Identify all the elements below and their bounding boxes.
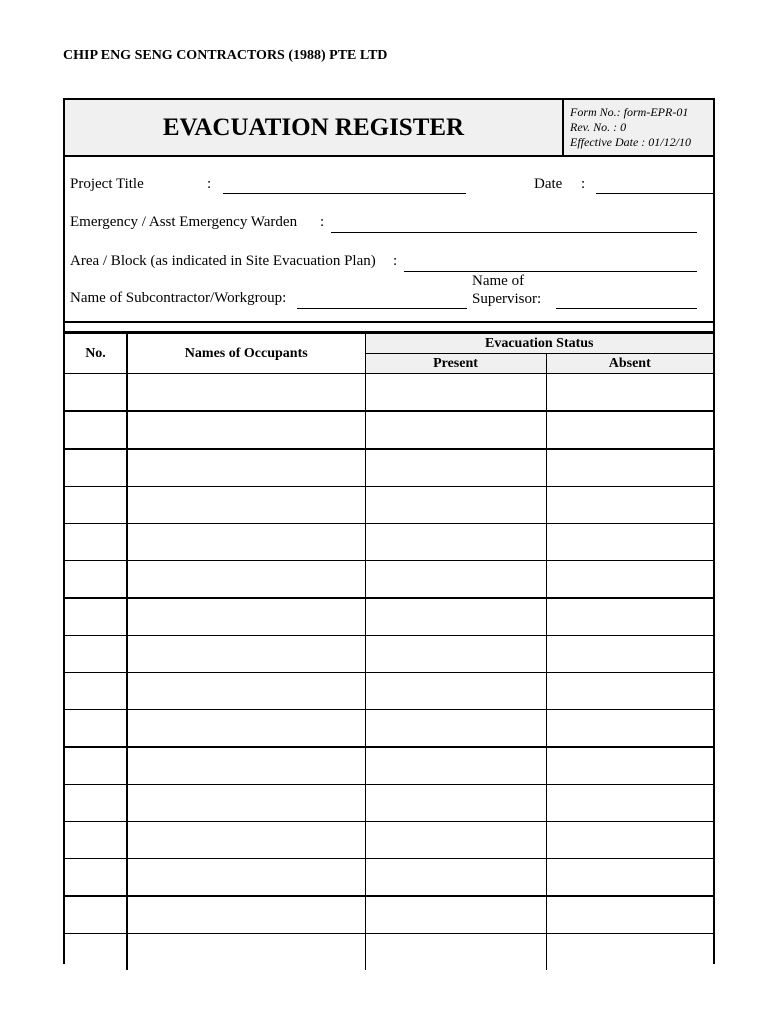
- area-block-label: Area / Block (as indicated in Site Evacuation Plan): [70, 253, 376, 269]
- absent-cell[interactable]: [546, 934, 713, 971]
- subcontractor-field[interactable]: [297, 308, 467, 309]
- table-row: [65, 822, 713, 859]
- project-title-colon: :: [207, 176, 212, 192]
- date-field[interactable]: [596, 193, 713, 194]
- row-no-cell[interactable]: [65, 411, 127, 449]
- table-row: [65, 785, 713, 822]
- occupant-name-cell[interactable]: [127, 449, 365, 487]
- project-title-field[interactable]: [223, 193, 466, 194]
- table-row: [65, 598, 713, 636]
- table-row: [65, 934, 713, 971]
- occupant-name-cell[interactable]: [127, 896, 365, 934]
- occupant-name-cell[interactable]: [127, 598, 365, 636]
- area-block-field[interactable]: [404, 271, 697, 272]
- absent-cell[interactable]: [546, 598, 713, 636]
- table-row: [65, 487, 713, 524]
- absent-cell[interactable]: [546, 785, 713, 822]
- row-no-cell[interactable]: [65, 636, 127, 673]
- occupant-name-cell[interactable]: [127, 822, 365, 859]
- occupant-name-cell[interactable]: [127, 785, 365, 822]
- effective-date: Effective Date : 01/12/10: [570, 135, 691, 149]
- row-no-cell[interactable]: [65, 561, 127, 599]
- present-cell[interactable]: [365, 598, 546, 636]
- occupant-name-cell[interactable]: [127, 411, 365, 449]
- absent-cell[interactable]: [546, 411, 713, 449]
- warden-colon: :: [320, 214, 325, 230]
- company-name: CHIP ENG SENG CONTRACTORS (1988) PTE LTD: [63, 48, 388, 63]
- present-cell[interactable]: [365, 449, 546, 487]
- present-cell[interactable]: [365, 859, 546, 897]
- row-no-cell[interactable]: [65, 598, 127, 636]
- occupant-name-cell[interactable]: [127, 487, 365, 524]
- table-row: [65, 411, 713, 449]
- section-divider: [65, 321, 713, 323]
- present-cell[interactable]: [365, 636, 546, 673]
- occupant-name-cell[interactable]: [127, 524, 365, 561]
- row-no-cell[interactable]: [65, 785, 127, 822]
- row-no-cell[interactable]: [65, 673, 127, 710]
- present-cell[interactable]: [365, 524, 546, 561]
- table-row: [65, 636, 713, 673]
- occupant-name-cell[interactable]: [127, 710, 365, 748]
- supervisor-label: [472, 272, 541, 308]
- supervisor-field[interactable]: [556, 308, 697, 309]
- supervisor-label-line2: Supervisor:: [472, 291, 542, 307]
- present-cell[interactable]: [365, 896, 546, 934]
- date-colon: :: [581, 176, 586, 192]
- column-header-absent: Absent: [546, 354, 713, 374]
- absent-cell[interactable]: [546, 859, 713, 897]
- present-cell[interactable]: [365, 785, 546, 822]
- present-cell[interactable]: [365, 934, 546, 971]
- row-no-cell[interactable]: [65, 859, 127, 897]
- occupant-name-cell[interactable]: [127, 859, 365, 897]
- present-cell[interactable]: [365, 374, 546, 412]
- evacuation-register-form: [63, 98, 715, 964]
- table-row: [65, 561, 713, 599]
- absent-cell[interactable]: [546, 487, 713, 524]
- row-no-cell[interactable]: [65, 374, 127, 412]
- absent-cell[interactable]: [546, 822, 713, 859]
- column-header-no: No.: [65, 334, 127, 374]
- occupant-name-cell[interactable]: [127, 673, 365, 710]
- absent-cell[interactable]: [546, 561, 713, 599]
- date-label: Date: [534, 176, 563, 192]
- absent-cell[interactable]: [546, 524, 713, 561]
- row-no-cell[interactable]: [65, 822, 127, 859]
- absent-cell[interactable]: [546, 636, 713, 673]
- column-header-evacuation-status: Evacuation Status: [365, 334, 713, 354]
- column-header-present: Present: [365, 354, 546, 374]
- form-header: [65, 100, 713, 157]
- supervisor-label-line1: Name of: [472, 273, 525, 289]
- absent-cell[interactable]: [546, 374, 713, 412]
- area-block-colon: :: [393, 253, 398, 269]
- occupant-name-cell[interactable]: [127, 561, 365, 599]
- absent-cell[interactable]: [546, 673, 713, 710]
- absent-cell[interactable]: [546, 449, 713, 487]
- warden-label: Emergency / Asst Emergency Warden: [70, 214, 298, 230]
- table-row: [65, 710, 713, 748]
- present-cell[interactable]: [365, 411, 546, 449]
- row-no-cell[interactable]: [65, 487, 127, 524]
- form-info-box: [562, 100, 713, 155]
- row-no-cell[interactable]: [65, 747, 127, 785]
- occupant-name-cell[interactable]: [127, 374, 365, 412]
- row-no-cell[interactable]: [65, 710, 127, 748]
- present-cell[interactable]: [365, 822, 546, 859]
- table-row: [65, 747, 713, 785]
- row-no-cell[interactable]: [65, 934, 127, 971]
- table-row: [65, 374, 713, 412]
- table-row: [65, 859, 713, 897]
- present-cell[interactable]: [365, 747, 546, 785]
- row-no-cell[interactable]: [65, 896, 127, 934]
- occupant-name-cell[interactable]: [127, 636, 365, 673]
- row-no-cell[interactable]: [65, 449, 127, 487]
- table-row: [65, 449, 713, 487]
- absent-cell[interactable]: [546, 710, 713, 748]
- subcontractor-label: Name of Subcontractor/Workgroup:: [70, 290, 287, 306]
- table-row: [65, 896, 713, 934]
- occupants-table: [65, 333, 713, 970]
- absent-cell[interactable]: [546, 747, 713, 785]
- present-cell[interactable]: [365, 673, 546, 710]
- present-cell[interactable]: [365, 561, 546, 599]
- table-row: [65, 524, 713, 561]
- occupant-name-cell[interactable]: [127, 934, 365, 971]
- column-header-names: Names of Occupants: [127, 334, 365, 374]
- form-number: Form No.: form-EPR-01: [570, 105, 689, 119]
- revision-number: Rev. No. : 0: [570, 120, 627, 134]
- present-cell[interactable]: [365, 487, 546, 524]
- occupant-name-cell[interactable]: [127, 747, 365, 785]
- row-no-cell[interactable]: [65, 524, 127, 561]
- project-title-label: Project Title: [70, 176, 144, 192]
- absent-cell[interactable]: [546, 896, 713, 934]
- present-cell[interactable]: [365, 710, 546, 748]
- table-row: [65, 673, 713, 710]
- warden-field[interactable]: [331, 232, 697, 233]
- form-title: EVACUATION REGISTER: [162, 114, 465, 141]
